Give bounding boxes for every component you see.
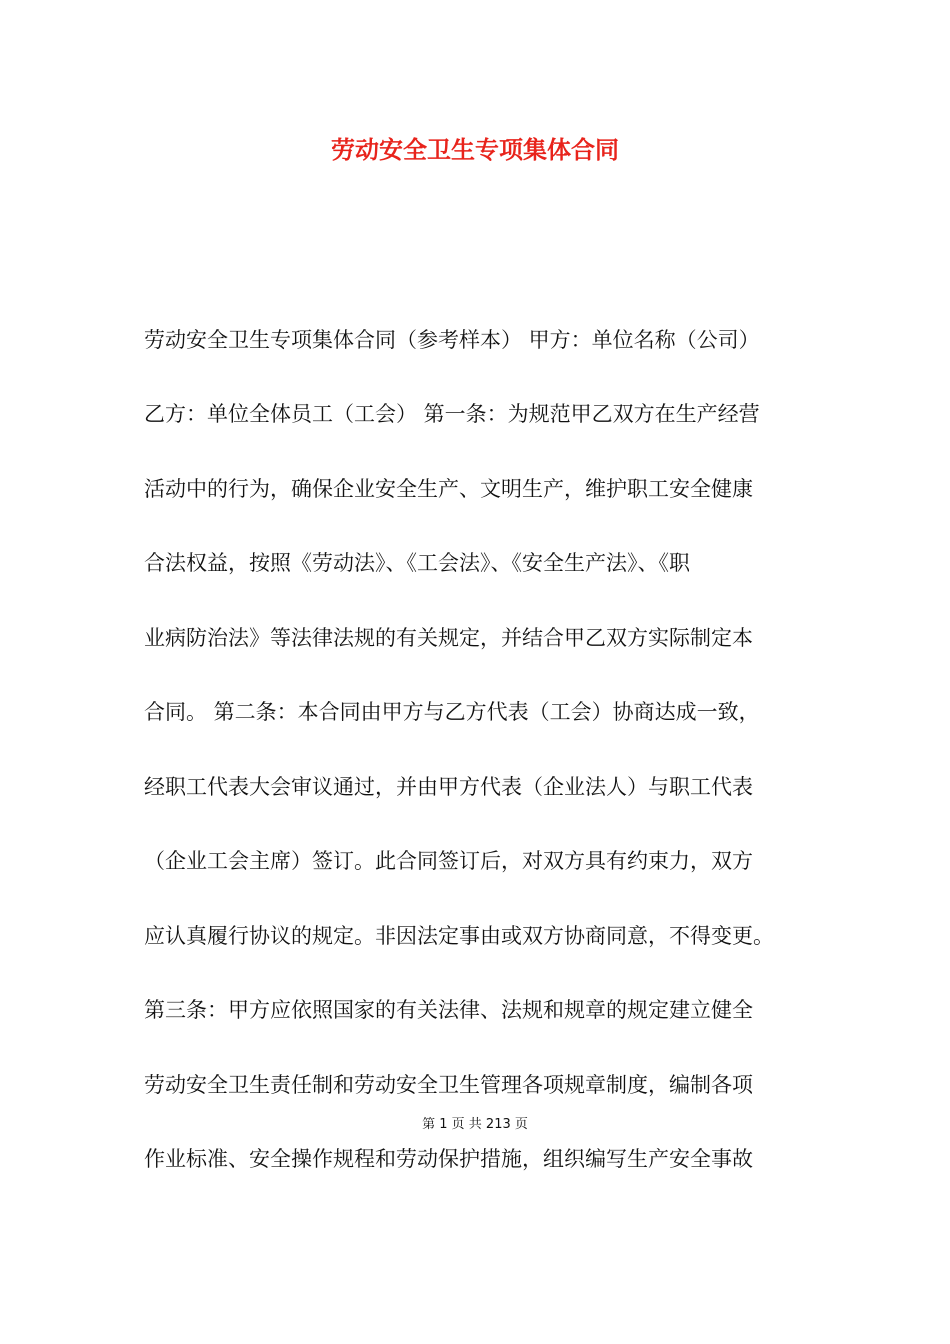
page-number-footer: 第 1 页 共 213 页: [422, 1117, 528, 1132]
body-line: 合法权益，按照《劳动法》、《工会法》、《安全生产法》、《职: [144, 551, 690, 575]
body-line: 乙方：单位全体员工（工会） 第一条：为规范甲乙双方在生产经营: [144, 402, 760, 426]
body-line: 劳动安全卫生专项集体合同（参考样本） 甲方：单位名称（公司）: [144, 328, 760, 352]
body-line: 应认真履行协议的规定。非因法定事由或双方协商同意，不得变更。: [144, 924, 774, 948]
body-line: 作业标准、安全操作规程和劳动保护措施，组织编写生产安全事故: [144, 1147, 753, 1171]
body-line: 活动中的行为，确保企业安全生产、文明生产，维护职工安全健康: [144, 477, 753, 501]
body-line: 合同。 第二条：本合同由甲方与乙方代表（工会）协商达成一致，: [144, 700, 760, 724]
body-line: 劳动安全卫生责任制和劳动安全卫生管理各项规章制度，编制各项: [144, 1073, 753, 1097]
body-line: 业病防治法》等法律法规的有关规定，并结合甲乙双方实际制定本: [144, 626, 753, 650]
body-line: （企业工会主席）签订。此合同签订后，对双方具有约束力，双方: [144, 849, 753, 873]
document-title: 劳动安全卫生专项集体合同: [331, 136, 619, 164]
body-line: 第三条：甲方应依照国家的有关法律、法规和规章的规定建立健全: [144, 998, 753, 1022]
body-line: 经职工代表大会审议通过，并由甲方代表（企业法人）与职工代表: [144, 775, 753, 799]
